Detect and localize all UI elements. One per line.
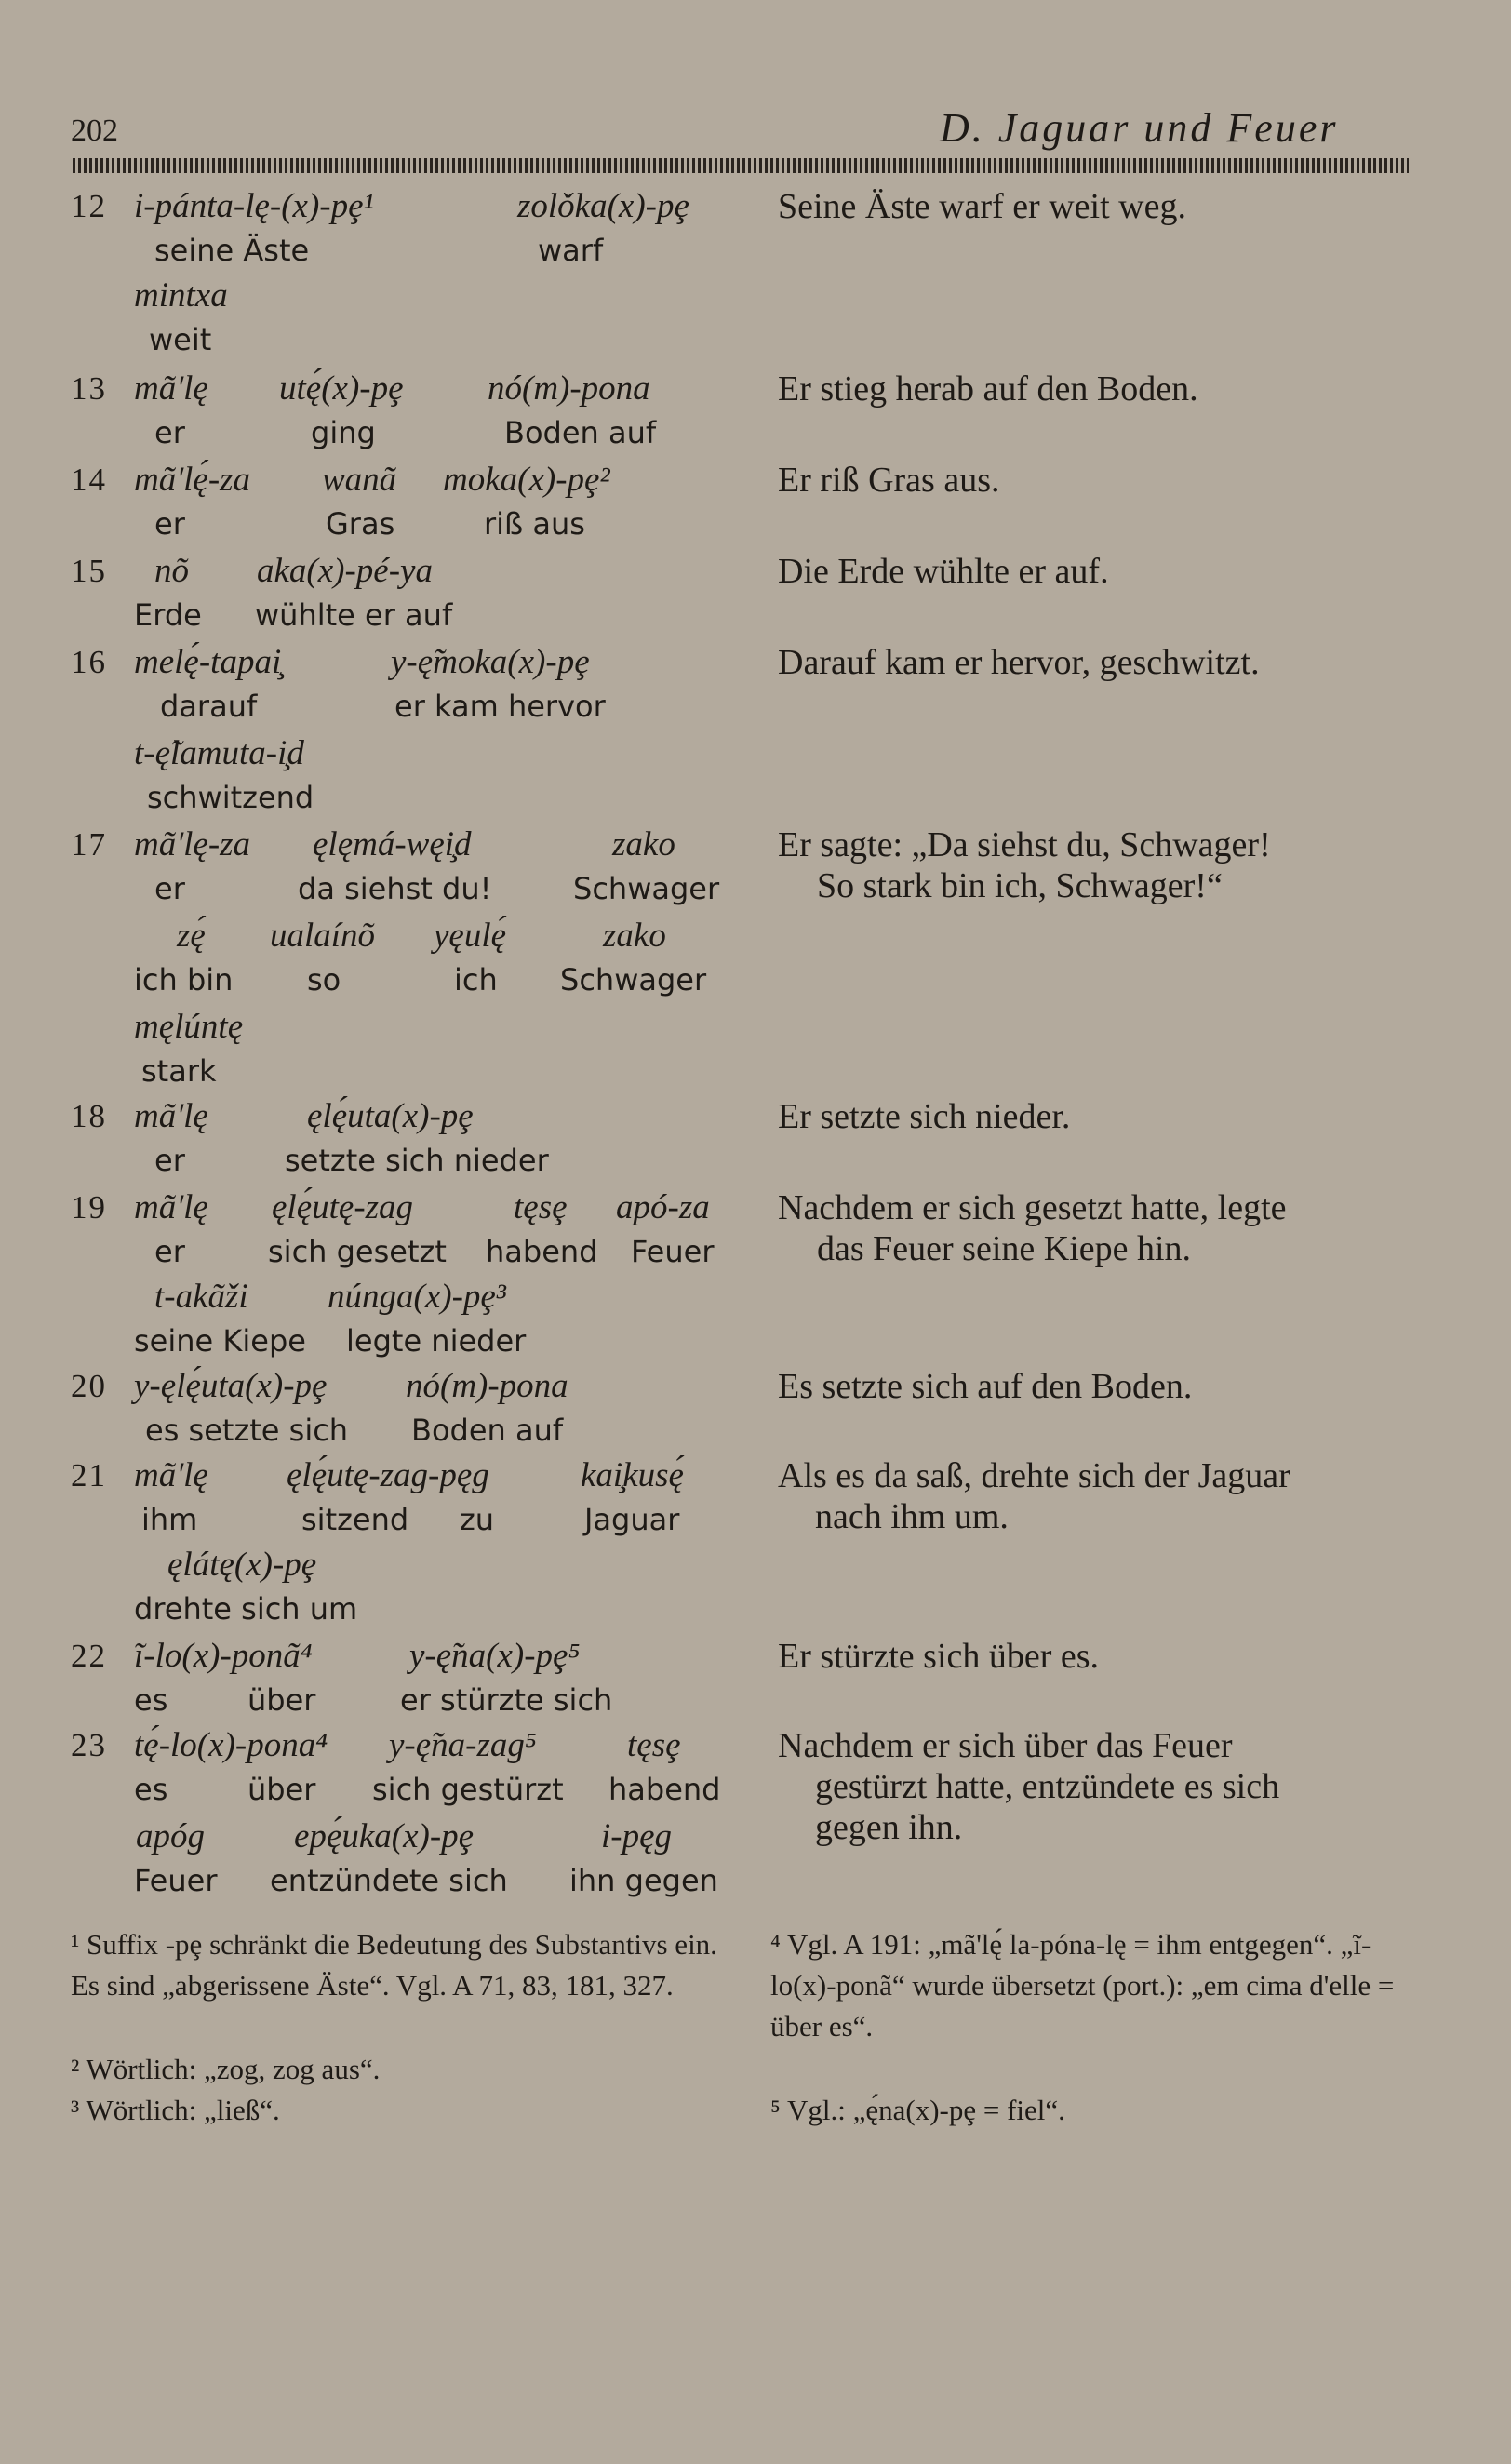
translation: Er sagte: „Da siehst du, Schwager! [778, 825, 1271, 864]
word: ĩ-lo(x)-ponã⁴ [134, 1637, 313, 1675]
gloss: Feuer [134, 1863, 218, 1898]
word: melę́-tapai̧ [134, 643, 282, 681]
word: ęlęmá-węi̧d [313, 825, 472, 864]
translation: Nachdem er sich gesetzt hatte, legte [778, 1188, 1287, 1227]
page-number: 202 [71, 114, 118, 148]
gloss: er [154, 1234, 185, 1269]
line-number: 14 [71, 462, 107, 498]
gloss: sitzend [301, 1502, 409, 1537]
word: zako [612, 825, 675, 864]
gloss: ging [311, 415, 376, 450]
translation: das Feuer seine Kiepe hin. [817, 1229, 1192, 1268]
footnote-4: ⁴ Vgl. A 191: „mã'lę́ la-póna-lę = ihm entgegen“. „ĩ-lo(x)-ponã“ wurde übersetzt (port.): „em cima d'elle = über es“. [770, 1928, 1395, 2042]
word: męlúntę [134, 1008, 244, 1046]
gloss: er stürzte sich [400, 1682, 613, 1718]
gloss: stark [141, 1053, 217, 1089]
word: ęlátę(x)-pȩ [167, 1546, 317, 1584]
translation: Er setzte sich nieder. [778, 1097, 1071, 1136]
word: ualaínõ [270, 917, 376, 955]
gloss: weit [149, 322, 212, 357]
translation: gegen ihn. [815, 1808, 963, 1847]
header-rule [73, 158, 1409, 173]
translation: Darauf kam er hervor, geschwitzt. [778, 643, 1260, 682]
translation: Er riß Gras aus. [778, 461, 1000, 500]
word: zolǒka(x)-pȩ [517, 187, 689, 225]
word: t-akãži [154, 1278, 248, 1316]
word: mintxa [134, 276, 228, 315]
gloss: zu [460, 1502, 495, 1537]
word: utę́(x)-pȩ [279, 369, 404, 408]
word: mã'lę́-za [134, 461, 251, 499]
word: mã'lę-za [134, 825, 251, 864]
gloss: setzte sich nieder [285, 1143, 549, 1178]
word: mã'lę [134, 369, 208, 408]
translation: Es setzte sich auf den Boden. [778, 1367, 1193, 1406]
gloss: seine Kiepe [134, 1323, 306, 1359]
word: apóg [136, 1817, 205, 1855]
line-number: 13 [71, 370, 107, 407]
gloss: ihm [141, 1502, 198, 1537]
gloss: er [154, 506, 185, 542]
word: yęulę́ [434, 917, 507, 955]
translation: Als es da saß, drehte sich der Jaguar [778, 1456, 1290, 1495]
gloss: über [247, 1772, 316, 1807]
gloss: drehte sich um [134, 1591, 358, 1627]
gloss: er [154, 1143, 185, 1178]
word: wanã [322, 461, 397, 499]
line-number: 22 [71, 1638, 107, 1674]
word: epę́uka(x)-pȩ [294, 1817, 475, 1855]
gloss: da siehst du! [298, 871, 492, 906]
gloss: ich [454, 962, 498, 998]
line-number: 12 [71, 188, 107, 224]
line-number: 19 [71, 1189, 107, 1225]
line-number: 17 [71, 826, 107, 863]
gloss: riß aus [484, 506, 585, 542]
word: y-ęlę́uta(x)-pȩ [134, 1367, 328, 1405]
gloss: wühlte er auf [255, 597, 453, 633]
word: kai̧kusę́ [581, 1456, 684, 1494]
word: mã'lę [134, 1188, 208, 1226]
gloss: es [134, 1682, 168, 1718]
gloss: Boden auf [411, 1413, 564, 1448]
word: y-ę̃moka(x)-pȩ [391, 643, 590, 681]
word: y-ę̃na-zag⁵ [389, 1726, 537, 1764]
footnote-1: ¹ Suffix -pȩ schränkt die Bedeutung des Substantivs ein. Es sind „abgerissene Äste“. Vgl. A 71, 83, 181, 327. [71, 1928, 717, 2002]
footnote-5: ⁵ Vgl.: „ę́na(x)-pȩ = fiel“. [770, 2094, 1065, 2126]
word: aka(x)-pé-ya [257, 552, 433, 590]
gloss: er [154, 871, 185, 906]
line-number: 15 [71, 553, 107, 589]
line-number: 23 [71, 1727, 107, 1763]
gloss: Feuer [631, 1234, 715, 1269]
translation: Nachdem er sich über das Feuer [778, 1726, 1233, 1765]
running-title: D. Jaguar und Feuer [940, 105, 1339, 151]
footnote-2: ² Wörtlich: „zog, zog aus“. [71, 2053, 381, 2085]
gloss: ich bin [134, 962, 234, 998]
word: tęsȩ [514, 1188, 568, 1226]
gloss: sich gestürzt [372, 1772, 564, 1807]
gloss: es setzte sich [145, 1413, 349, 1448]
word: nó(m)-pona [406, 1367, 568, 1405]
line-number: 21 [71, 1457, 107, 1493]
gloss: sich gesetzt [268, 1234, 447, 1269]
gloss: habend [486, 1234, 598, 1269]
word: i-pánta-lę-(x)-pȩ¹ [134, 187, 374, 225]
word: zako [603, 917, 666, 955]
translation: gestürzt hatte, entzündete es sich [815, 1767, 1280, 1806]
gloss: ihn gegen [569, 1863, 718, 1898]
word: ęlę́uta(x)-pȩ [307, 1097, 474, 1135]
gloss: so [307, 962, 341, 998]
word: tęsȩ [627, 1726, 681, 1764]
word: mã'lę [134, 1097, 208, 1135]
gloss: es [134, 1772, 168, 1807]
translation: So stark bin ich, Schwager!“ [817, 866, 1223, 905]
word: ęlę́utę-zag [272, 1188, 414, 1226]
word: moka(x)-pȩ² [443, 461, 610, 499]
word: ęlę́utę-zag-pęg [287, 1456, 489, 1494]
translation: nach ihm um. [815, 1497, 1009, 1536]
line-number: 16 [71, 644, 107, 680]
word: apó-za [616, 1188, 710, 1226]
gloss: Gras [326, 506, 395, 542]
gloss: Boden auf [504, 415, 657, 450]
line-number: 20 [71, 1368, 107, 1404]
gloss: Schwager [560, 962, 707, 998]
gloss: Erde [134, 597, 202, 633]
line-number: 18 [71, 1098, 107, 1134]
footnote-3: ³ Wörtlich: „ließ“. [71, 2094, 280, 2126]
gloss: er kam hervor [394, 689, 606, 724]
gloss: Schwager [573, 871, 720, 906]
word: nõ [154, 552, 189, 590]
gloss: seine Äste [154, 233, 310, 268]
gloss: über [247, 1682, 316, 1718]
translation: Die Erde wühlte er auf. [778, 552, 1109, 591]
word: núnga(x)-pȩ³ [328, 1278, 506, 1316]
gloss: Jaguar [584, 1502, 680, 1537]
translation: Seine Äste warf er weit weg. [778, 187, 1186, 226]
word: nó(m)-pona [488, 369, 650, 408]
gloss: habend [608, 1772, 721, 1807]
translation: Er stieg herab auf den Boden. [778, 369, 1198, 408]
word: zę́ [177, 917, 206, 955]
word: i-pęg [601, 1817, 673, 1855]
gloss: er [154, 415, 185, 450]
gloss: legte nieder [346, 1323, 527, 1359]
word: y-ę̃na(x)-pȩ⁵ [409, 1637, 581, 1675]
gloss: schwitzend [147, 780, 314, 815]
gloss: darauf [160, 689, 258, 724]
word: t-ę̃lamuta-i̧d [134, 734, 304, 772]
word: tę́-lo(x)-pona⁴ [134, 1726, 328, 1764]
word: mã'lę [134, 1456, 208, 1494]
translation: Er stürzte sich über es. [778, 1637, 1100, 1676]
gloss: warf [538, 233, 604, 268]
gloss: entzündete sich [270, 1863, 508, 1898]
